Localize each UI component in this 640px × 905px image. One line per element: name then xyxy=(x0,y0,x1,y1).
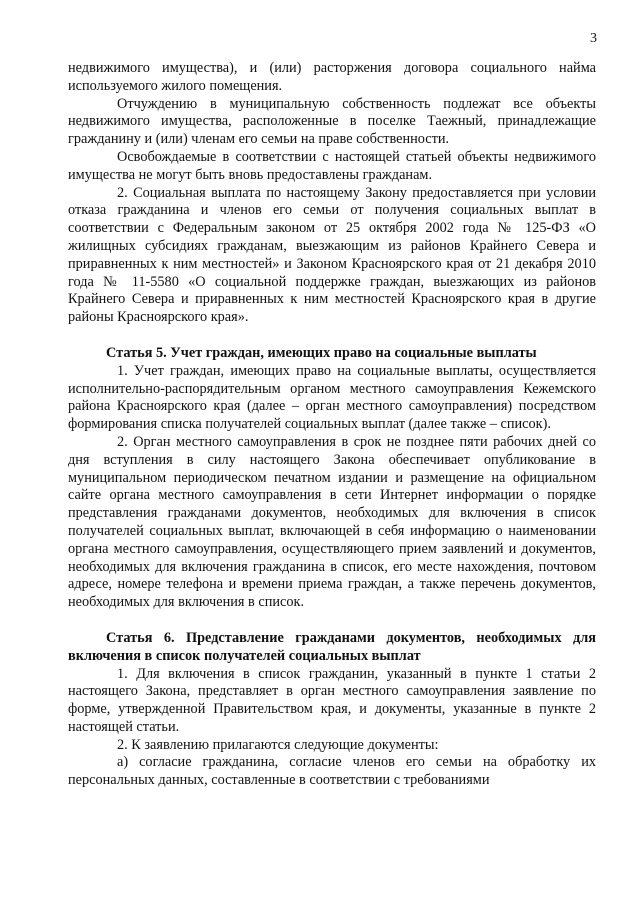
document-body xyxy=(68,60,596,790)
article-5-paragraph-2: 2. Орган местного самоуправления в срок не позднее пяти рабочих дней со дня вступления в силу настоящего Закона обеспечивает опубликование в муниципальном периодическом печатном издании и размещение на официальном сайте органа местного самоуправления в сети Интернет информации о порядке представления гражданами документов, необходимых для включения в список получателей социальных выплат, включающей в себя информацию о наименовании органа местного самоуправления, осуществляющего прием заявлений и документов, необходимых для включения гражданина в список, его месте нахождения, почтовом адресе, номере телефона и времени приема граждан, а также перечень документов, необходимых для включения в список. xyxy=(68,433,596,611)
article-6-heading: Статья 6. Представление гражданами документов, необходимых для включения в список получателей социальных выплат xyxy=(68,629,596,664)
paragraph-alienation: Отчуждению в муниципальную собственность подлежат все объекты недвижимого имущества, расположенные в поселке Таежный, принадлежащие гражданину и (или) членам его семьи на праве собственности. xyxy=(68,95,596,148)
article-6-paragraph-3: а) согласие гражданина, согласие членов его семьи на обработку их персональных данных, составленные в соответствии с требованиями xyxy=(68,754,596,789)
page-number: 3 xyxy=(590,31,597,46)
paragraph-released-property: Освобождаемые в соответствии с настоящей статьей объекты недвижимого имущества не могут быть вновь предоставлены гражданам. xyxy=(68,148,596,183)
article-6-paragraph-2: 2. К заявлению прилагаются следующие документы: xyxy=(117,736,439,753)
paragraph-payment-condition: 2. Социальная выплата по настоящему Закону предоставляется при условии отказа гражданина и членов его семьи от получения социальных выплат в соответствии с Федеральным законом от 25 октября 2002 года № 125-ФЗ «О жилищных субсидиях гражданам, выезжающим из районов Крайнего Севера и приравненных к ним местностей» и Законом Красноярского края от 21 декабря 2010 года № 11-5580 «О социальной поддержке граждан, выезжающих из районов Крайнего Севера и приравненных к ним местностей Красноярского края в другие районы Красноярского края». xyxy=(68,184,596,326)
article-5-paragraph-1: 1. Учет граждан, имеющих право на социальные выплаты, осуществляется исполнительно-распорядительным органом местного самоуправления Кежемского района Красноярского края (далее – орган местного самоуправления) посредством формирования списка получателей социальных выплат (далее также – список). xyxy=(68,362,596,433)
article-6-paragraph-1: 1. Для включения в список гражданин, указанный в пункте 1 статьи 2 настоящего Закона, представляет в орган местного самоуправления заявление по форме, утвержденной Правительством края, и документы, указанные в пункте 2 настоящей статьи. xyxy=(68,665,596,735)
article-5-heading: Статья 5. Учет граждан, имеющих право на социальные выплаты xyxy=(106,344,537,361)
paragraph-continuation: недвижимого имущества), и (или) расторжения договора социального найма используемого жилого помещения. xyxy=(68,60,596,94)
